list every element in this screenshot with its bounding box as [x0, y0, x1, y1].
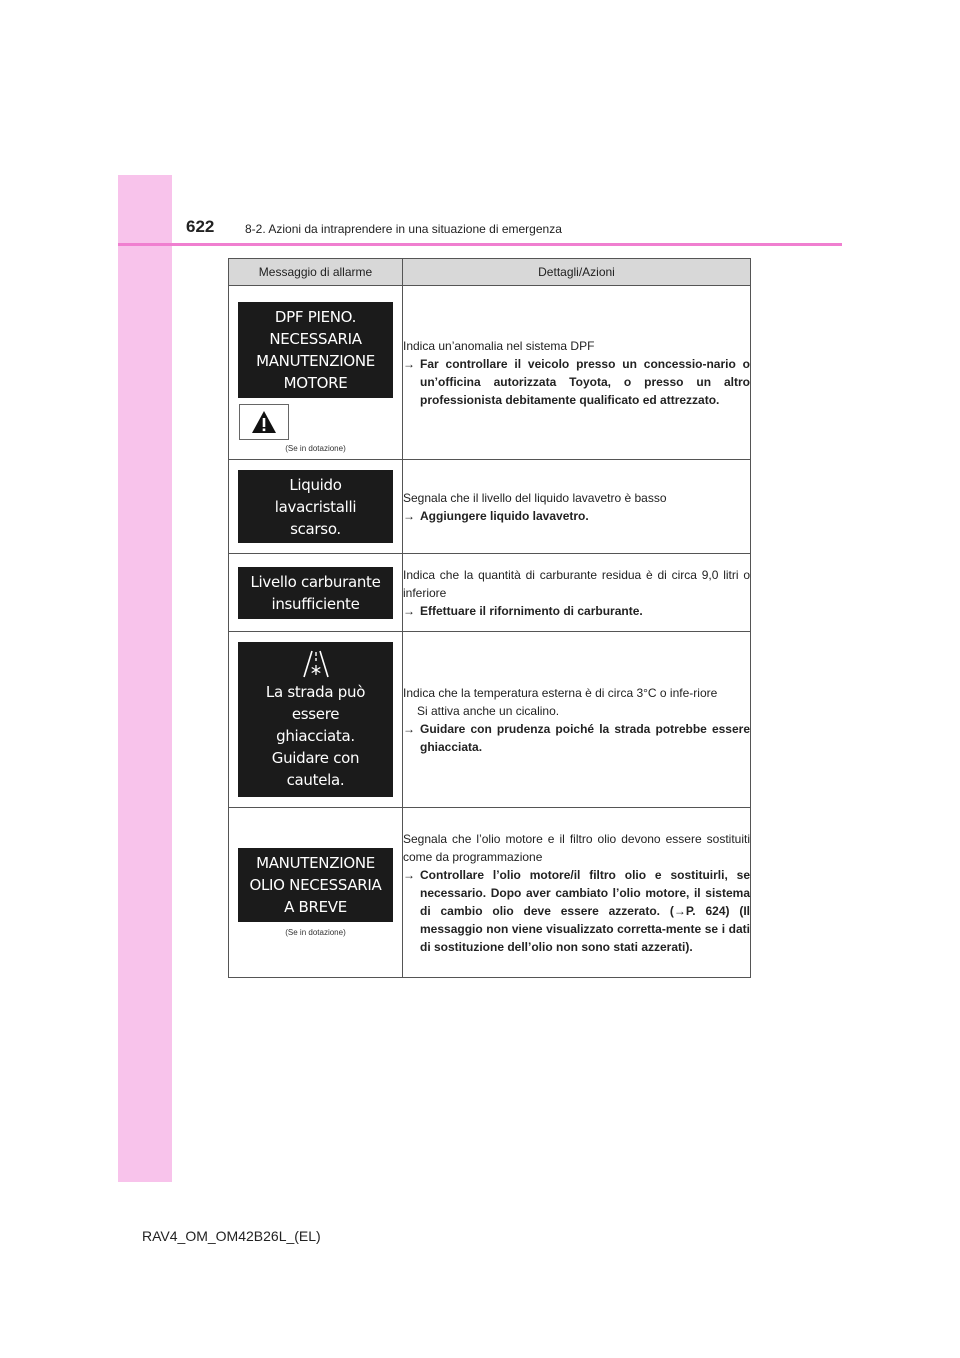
details-cell — [403, 554, 751, 632]
message-cell — [229, 554, 403, 632]
action-item — [403, 507, 750, 525]
arrow-icon: → — [403, 508, 415, 523]
availability-note: (Se in dotazione) — [285, 444, 346, 453]
display-message: Liquido lavacristalli scarso. — [238, 470, 393, 543]
action-item — [403, 866, 750, 956]
column-header-details: Dettagli/Azioni — [403, 259, 751, 286]
page-number: 622 — [186, 217, 215, 236]
section-title: 8-2. Azioni da intraprendere in una situazione di emergenza — [245, 222, 562, 236]
icy-road-icon — [301, 649, 331, 679]
document-code-footer: RAV4_OM_OM42B26L_(EL) — [142, 1228, 321, 1244]
message-cell — [229, 632, 403, 808]
column-header-message: Messaggio di allarme — [229, 259, 403, 286]
details-text: Segnala che il livello del liquido lavavetro è basso — [403, 490, 667, 505]
action-text: Effettuare il rifornimento di carburante. — [420, 603, 643, 618]
warning-triangle-icon — [239, 404, 289, 440]
details-cell — [403, 286, 751, 460]
details-text: Segnala che l’olio motore e il filtro olio devono essere sostituiti come da programmazione — [403, 831, 750, 864]
action-text: Controllare l’olio motore/il filtro olio e sostituirli, se necessario. Dopo aver cambiato l’olio motore, il sistema di cambio olio deve essere azzerato. (→P. 624) (Il messaggio non viene visualizzato corretta-mente se i dati di sostituzione dell’olio non sono stati azzerati). — [420, 867, 750, 954]
details-text: Indica che la quantità di carburante residua è di circa 9,0 litri o inferiore — [403, 567, 750, 600]
table-row — [229, 460, 751, 554]
action-item — [403, 602, 750, 620]
table-row — [229, 632, 751, 808]
details-cell — [403, 460, 751, 554]
warning-messages-table — [228, 258, 751, 978]
availability-note: (Se in dotazione) — [285, 928, 346, 937]
chapter-sidebar — [118, 175, 172, 1182]
action-item — [403, 720, 750, 756]
action-item — [403, 355, 750, 409]
action-text: Aggiungere liquido lavavetro. — [420, 508, 589, 523]
arrow-icon: → — [403, 867, 415, 882]
table-row — [229, 808, 751, 978]
display-message: DPF PIENO. NECESSARIA MANUTENZIONE MOTORE — [238, 302, 393, 398]
arrow-icon: → — [403, 356, 415, 371]
header-divider — [118, 243, 842, 246]
display-message: MANUTENZIONE OLIO NECESSARIA A BREVE — [238, 848, 393, 922]
display-message: La strada può essere ghiacciata. Guidare con cautela. — [238, 642, 393, 797]
details-extra: Si attiva anche un cicalino. — [417, 703, 560, 718]
table-header-row — [229, 259, 751, 286]
arrow-icon: → — [403, 721, 415, 736]
message-cell — [229, 286, 403, 460]
message-cell — [229, 808, 403, 978]
details-cell — [403, 808, 751, 978]
message-cell — [229, 460, 403, 554]
action-text: Guidare con prudenza poiché la strada potrebbe essere ghiacciata. — [420, 721, 750, 754]
display-message: Livello carburante insufficiente — [238, 567, 393, 619]
table-row — [229, 554, 751, 632]
arrow-icon: → — [403, 603, 415, 618]
details-cell — [403, 632, 751, 808]
action-text: Far controllare il veicolo presso un concessio-nario o un’officina autorizzata Toyota, o presso un altro professionista debitamente qualificato ed attrezzato. — [420, 356, 750, 407]
details-text: Indica che la temperatura esterna è di circa 3°C o infe-riore — [403, 685, 718, 700]
details-text: Indica un’anomalia nel sistema DPF — [403, 338, 595, 353]
table-row — [229, 286, 751, 460]
